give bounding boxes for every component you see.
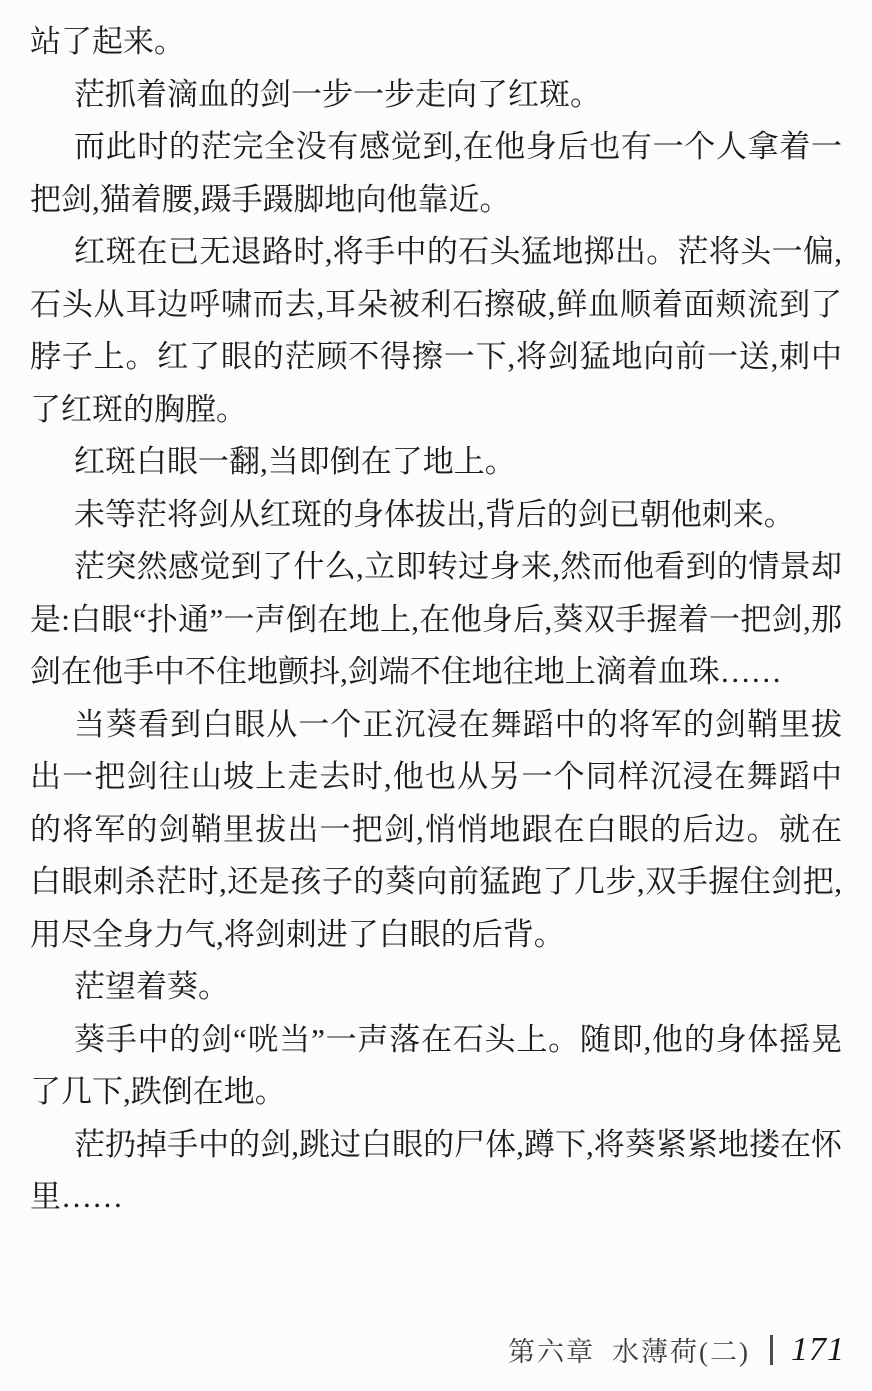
paragraph: 未等茫将剑从红斑的身体拔出,背后的剑已朝他刺来。 [74,496,795,532]
page-footer [508,1330,845,1369]
paragraph: 葵手中的剑“咣当”一声落在石头上。随即,他的身体摇晃了几下,跌倒在地。 [30,1021,842,1109]
paragraph: 红斑白眼一翻,当即倒在了地上。 [74,444,516,479]
footer-divider [770,1335,773,1365]
paragraph: 茫突然感觉到了什么,立即转过身来,然而他看到的情景却是:白眼“扑通”一声倒在地上,在他身后,葵双手握着一把剑,那剑在他手中不住地颤抖,剑端不住地往地上滴着血珠…… [30,549,842,689]
paragraph: 而此时的茫完全没有感觉到,在他身后也有一个人拿着一把剑,猫着腰,蹑手蹑脚地向他靠近。 [30,129,842,217]
paragraph: 茫抓着滴血的剑一步一步走向了红斑。 [74,76,601,112]
paragraph: 茫望着葵。 [74,969,229,1004]
footer-chapter-label: 第六章 [508,1337,596,1367]
paragraph: 站了起来。 [30,24,185,59]
paragraph: 当葵看到白眼从一个正沉浸在舞蹈中的将军的剑鞘里拔出一把剑往山坡上走去时,他也从另一个同样沉浸在舞蹈中的将军的剑鞘里拔出一把剑,悄悄地跟在白眼的后边。就在白眼刺杀茫时,还是孩子的葵向前猛跑了几步,双手握住剑把,用尽全身力气,将剑刺进了白眼的后背。 [30,706,842,952]
paragraph: 红斑在已无退路时,将手中的石头猛地掷出。茫将头一偏,石头从耳边呼啸而去,耳朵被利石擦破,鲜血顺着面颊流到了脖子上。红了眼的茫顾不得擦一下,将剑猛地向前一送,刺中了红斑的胸膛。 [30,234,842,427]
footer-page-number: 171 [791,1330,845,1368]
footer-section-title: 水薄荷(二) [612,1337,750,1367]
paragraph: 茫扔掉手中的剑,跳过白眼的尸体,蹲下,将葵紧紧地搂在怀里…… [30,1126,842,1214]
